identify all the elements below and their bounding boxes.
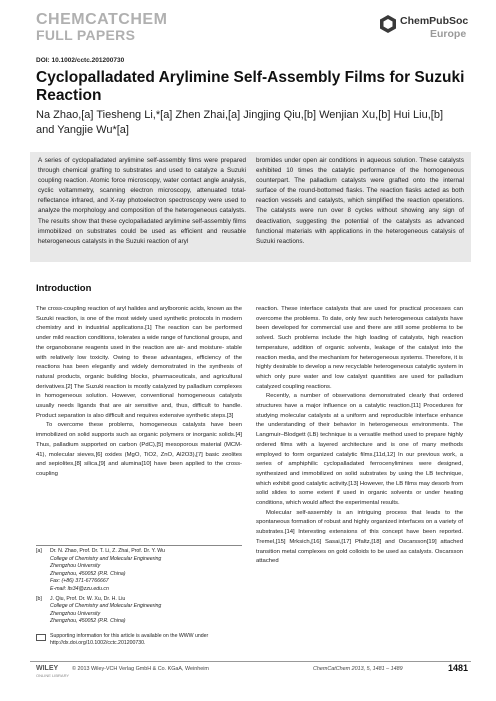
affiliation-divider xyxy=(36,545,242,546)
affiliation-email[interactable]: E-mail: lts34@zzu.edu.cn xyxy=(50,585,109,592)
affiliation-line: Zhengzhou, 450052 (P.R. China) xyxy=(50,570,126,577)
affiliation-label: [a] xyxy=(36,548,42,554)
paragraph: Molecular self-assembly is an intriguing process that leads to the spontaneous formation of robust and highly organized interfaces on a variety of substrates.[14] Interesting extensions of this concept have been reported. Tremel,[15] Mrksich,[16] Sasai,[17] Pfaltz,[18] and Oscarsson[19] attached transition metal complexes on gold colloids to be used as catalysts. Oscarsson attached xyxy=(256,509,463,565)
supporting-info-note xyxy=(36,633,242,648)
document-icon xyxy=(36,634,46,641)
citation: ChemCatChem 2013, 5, 1481 – 1489 xyxy=(313,666,403,672)
wiley-logo-subtext: ONLINE LIBRARY xyxy=(36,673,70,678)
affiliation-line: College of Chemistry and Molecular Engineering xyxy=(50,555,162,562)
wiley-logo xyxy=(36,665,69,679)
publisher-region: Europe xyxy=(430,28,467,40)
abstract-right-column: bromides under open air conditions in aqueous solution. These catalysts exhibited 10 times the catalytic performance of the homogeneous counterpart. The palladium catalysts were grafted onto the internal surface of the round-bottomed flasks. The reaction flasks acted as both reaction vessels and catalysts, which simplified the reaction operations. The catalysts were run over 8 cycles without showing any sign of deactivation, suggesting the potential of the catalysts as advanced functional materials with applications in the heterogeneous catalysis of Suzuki reactions. xyxy=(256,157,464,245)
affiliation-line: College of Chemistry and Molecular Engineering xyxy=(50,603,162,610)
body-left-column xyxy=(36,305,242,480)
journal-name: CHEMCATCHEM xyxy=(36,11,168,28)
affiliation-names: Dr. N. Zhao, Prof. Dr. T. Li, Z. Zhai, Prof. Dr. Y. Wu xyxy=(50,548,165,554)
affiliation-label: [b] xyxy=(36,595,42,602)
hexagon-logo-icon xyxy=(378,14,398,34)
supporting-info-text[interactable]: Supporting information for this article is available on the WWW under http://dx.doi.org/10.1002/cctc.201200730. xyxy=(50,633,209,647)
affiliation-line: Zhengzhou University xyxy=(50,563,101,570)
affiliation-line: Zhengzhou, 450052 (P.R. China) xyxy=(50,618,126,625)
footer-divider xyxy=(30,661,471,662)
copyright: © 2013 Wiley-VCH Verlag GmbH & Co. KGaA, Weinheim xyxy=(72,666,209,672)
affiliation-b xyxy=(36,596,242,626)
journal-header xyxy=(36,12,167,43)
author-list: Na Zhao,[a] Tiesheng Li,*[a] Zhen Zhai,[a] Jingjing Qiu,[b] Wenjian Xu,[b] Hui Liu,[b] and Yangjie Wu*[a] xyxy=(36,109,444,136)
affiliation-a xyxy=(36,548,242,594)
publisher-name: ChemPubSoc xyxy=(400,15,469,27)
affiliation-line: Fax: (+86) 371-67766667 xyxy=(50,578,109,585)
doi[interactable]: DOI: 10.1002/cctc.201200730 xyxy=(36,57,125,64)
section-label: FULL PAPERS xyxy=(36,27,136,43)
affiliation-names: J. Qiu, Prof. Dr. W. Xu, Dr. H. Liu xyxy=(50,595,126,602)
paragraph: The cross-coupling reaction of aryl halides and arylboronic acids, known as the Suzuki reaction, is one of the most widely used synthetic protocols in modern chemistry and in industrial applications.[1] The reaction can be performed under mild reaction conditions, tolerates a wide range of functional groups, and the organoborane reagents used in the reaction are air- and moisture- stable with relatively low toxicity. Owing to these advantages, efficiency of the reactions has been elegantly and widely demonstrated in the synthesis of natural products, organic building blocks, pharmaceuticals, and agricultural derivatives.[2] The Suzuki reaction is mostly catalyzed by palladium complexes in homogeneous solution. However, conventional homogeneous catalysts usually needs ligands that are air sensitive and, thus, difficult to handle. Product separation is also difficult and requires extensive synthetic steps.[3] xyxy=(36,306,242,419)
paragraph: reaction. These interface catalysts that are used for practical processes can overcome the problems. To date, only few such heterogeneous catalysts have been developed for commercial use and there are still some problems to be solved. Such problems include the high loading of catalysts, high reaction temperature, addition of organic solvents, leakage of the catalyst into the reaction media, and the mechanism for heterogeneous systems. Therefore, it is highly desirable to develop a new recyclable heterogeneous catalytic system in which only pure water and low catalyst quantities are used for palladium catalyzed coupling reactions. xyxy=(256,306,463,390)
section-heading-introduction: Introduction xyxy=(36,283,92,294)
publisher-logo xyxy=(378,12,478,46)
abstract-box xyxy=(30,152,471,262)
paragraph: Recently, a number of observations demonstrated clearly that ordered structures have a major influence on a catalytic reaction.[11] Procedures for studying molecular catalysts at a uniform and reproducible interface enhance the understanding of their behavior in heterogeneous environments. The Langmuir–Blodgett (LB) technique is a versatile method used to prepare highly ordered films with a layered architecture and is one of many methods employed to form organized catalytic films.[11d,12] In our previous work, a series of amphiphilic cyclopalladated ferrocenylimines were designed, synthesized and immobilized on solid substrates by using the LB technique, which exhibit good catalytic activity.[13] However, the LB films may desorb from solid slides to some extent if used in organic solvents or under heating conditions, which would affect the experimental results. xyxy=(256,393,463,507)
affiliations xyxy=(36,548,242,626)
body-right-column xyxy=(256,305,463,567)
abstract-left-column: A series of cyclopalladated arylimine self-assembly films were prepared through chemical grafting to substrates and used to catalyze a Suzuki coupling reaction. Atomic force microscopy, water contact angle analysis, cyclic voltammetry, scanning electron microscopy, attenuated total-reflectance infrared, and X-ray photoelectron spectroscopy were used to analyze the morphology and composition of the heterogeneous catalysts. The results show that these cyclopalladated arylimine self-assembly films immobilized on substrates could be used as efficient and reusable heterogeneous catalysts in the Suzuki reaction of aryl xyxy=(38,157,246,245)
page-number: 1481 xyxy=(448,663,469,673)
article-title: Cyclopalladated Arylimine Self-Assembly Films for Suzuki Reaction xyxy=(36,69,465,104)
paragraph: To overcome these problems, homogeneous catalysts have been immobilized on solid supports such as organic polymers or inorganic solids.[4] Thus, palladium supported on carbon (PdC),[5] mesoporous material (MCM-41), molecular sieves,[6] oxides (MgO, TiO2, ZnO, Al2O3),[7] basic zeolites and sepiolites,[8] silica,[9] and alumina[10] have been applied to the cross-coupling xyxy=(36,422,242,477)
wiley-logo-text: WILEY xyxy=(36,665,59,672)
affiliation-line: Zhengzhou University xyxy=(50,610,101,617)
